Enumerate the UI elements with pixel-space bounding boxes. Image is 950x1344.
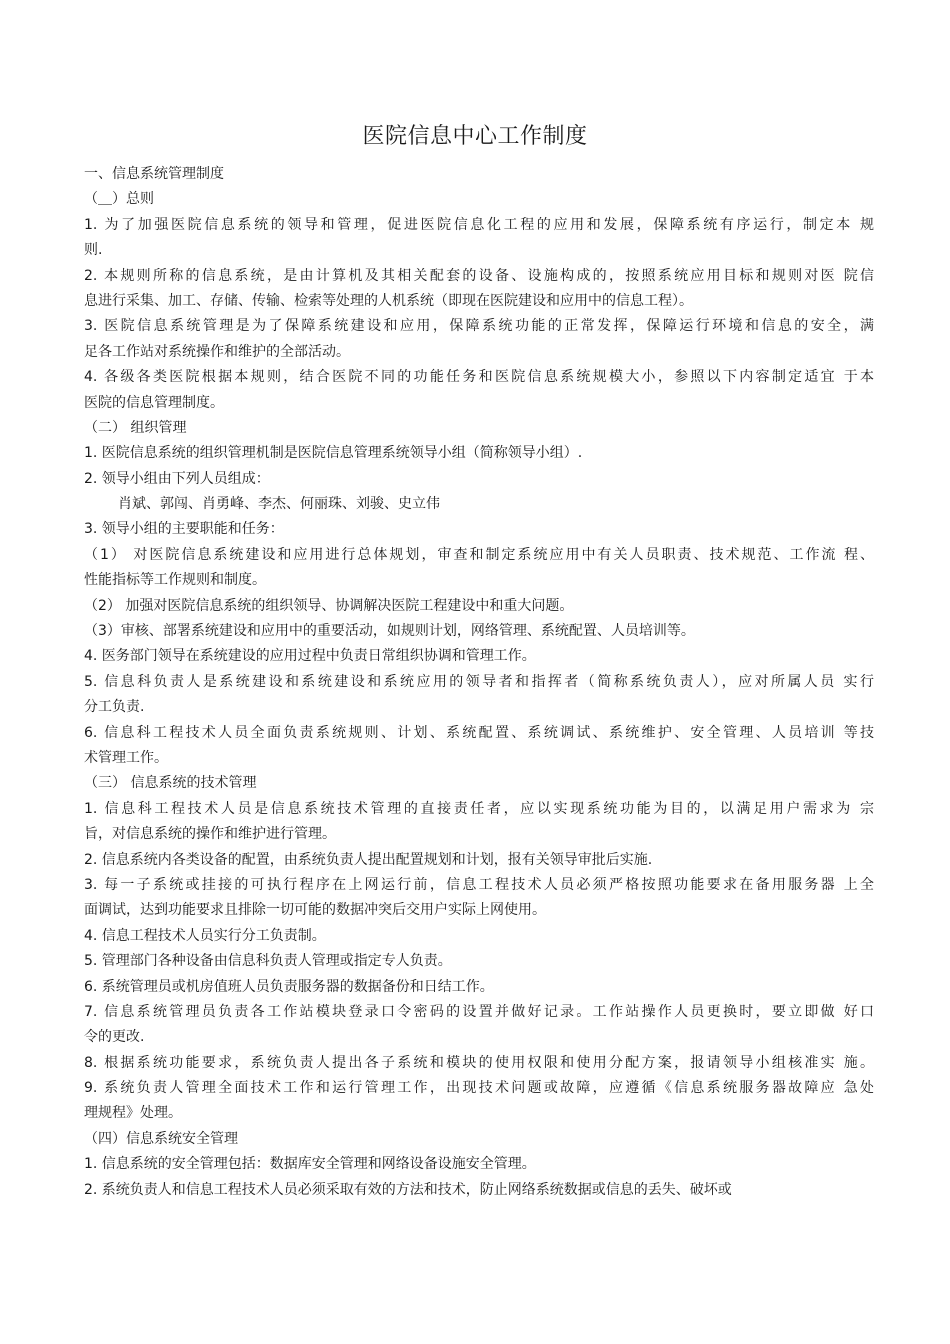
text-line: 肖斌、郭闯、肖勇峰、李杰、何丽珠、刘骏、史立伟 (118, 496, 440, 513)
text-line: 5. 信息科负责人是系统建设和系统建设和系统应用的领导者和指挥者（简称系统负责人），应对所属人员 实行 (84, 673, 874, 690)
text-line: 3. 每一子系统或挂接的可执行程序在上网运行前，信息工程技术人员必须严格按照功能要求在备用服务器 上全 (84, 876, 874, 893)
text-line: 3. 医院信息系统管理是为了保障系统建设和应用，保障系统功能的正常发挥，保障运行环境和信息的安全，满 (84, 318, 874, 335)
text-line: （四）信息系统安全管理 (84, 1130, 238, 1147)
text-line: 分工负责. (84, 699, 145, 716)
text-line: （3）审核、部署系统建设和应用中的重要活动，如规则计划，网络管理、系统配置、人员培训等。 (84, 623, 695, 640)
text-line: 则. (84, 242, 103, 259)
text-line: 息进行采集、加工、存储、传输、检索等处理的人机系统（即现在医院建设和应用中的信息工程）。 (84, 292, 693, 309)
text-line: 5. 管理部门各种设备由信息科负责人管理或指定专人负责。 (84, 953, 452, 970)
text-line: （2） 加强对医院信息系统的组织领导、协调解决医院工程建设中和重大问题。 (84, 597, 574, 614)
text-line: （三） 信息系统的技术管理 (84, 775, 257, 792)
text-line: 理规程》处理。 (84, 1105, 182, 1122)
text-line: （1） 对医院信息系统建设和应用进行总体规划，审查和制定系统应用中有关人员职责、技术规范、工作流 程、 (84, 546, 874, 563)
text-line: 性能指标等工作规则和制度。 (84, 572, 266, 589)
text-line: 面调试，达到功能要求且排除一切可能的数据冲突后交用户实际上网使用。 (84, 902, 546, 919)
text-line: 1. 医院信息系统的组织管理机制是医院信息管理系统领导小组（简称领导小组）. (84, 445, 583, 462)
text-line: 3. 领导小组的主要职能和任务： (84, 521, 284, 538)
text-line: 6. 系统管理员或机房值班人员负责服务器的数据备份和日结工作。 (84, 978, 494, 995)
text-line: 8. 根据系统功能要求，系统负责人提出各子系统和模块的使用权限和使用分配方案，报请领导小组核准实 施。 (84, 1054, 874, 1071)
text-line: 7. 信息系统管理员负责各工作站模块登录口令密码的设置并做好记录。工作站操作人员更换时，要立即做 好口 (84, 1003, 874, 1020)
text-line: 2. 信息系统内各类设备的配置，由系统负责人提出配置规划和计划，报有关领导审批后实施. (84, 851, 653, 868)
text-line: 2. 领导小组由下列人员组成： (84, 470, 270, 487)
document-body (84, 162, 874, 1203)
text-line: 9. 系统负责人管理全面技术工作和运行管理工作，出现技术问题或故障，应遵循《信息系统服务器故障应 急处 (84, 1080, 874, 1097)
text-line: 1. 为了加强医院信息系统的领导和管理，促进医院信息化工程的应用和发展，保障系统有序运行，制定本 规 (84, 216, 874, 233)
text-line: 4. 医务部门领导在系统建设的应用过程中负责日常组织协调和管理工作。 (84, 648, 536, 665)
text-line: （二） 组织管理 (84, 419, 187, 436)
text-line: （＿）总则 (84, 191, 154, 208)
text-line: 2. 系统负责人和信息工程技术人员必须采取有效的方法和技术，防止网络系统数据或信息的丢失、破坏或 (84, 1181, 732, 1198)
text-line: 1. 信息科工程技术人员是信息系统技术管理的直接责任者，应以实现系统功能为目的，以满足用户需求为 宗 (84, 800, 874, 817)
text-line: 2. 本规则所称的信息系统，是由计算机及其相关配套的设备、设施构成的，按照系统应用目标和规则对医 院信 (84, 267, 874, 284)
text-line: 医院的信息管理制度。 (84, 394, 224, 411)
text-line: 术管理工作。 (84, 749, 168, 766)
text-line: 令的更改. (84, 1029, 145, 1046)
text-line: 4. 信息工程技术人员实行分工负责制。 (84, 927, 326, 944)
text-line: 6. 信息科工程技术人员全面负责系统规则、计划、系统配置、系统调试、系统维护、安全管理、人员培训 等技 (84, 724, 874, 741)
document-title: 医院信息中心工作制度 (362, 124, 588, 149)
text-line: 4. 各级各类医院根据本规则，结合医院不同的功能任务和医院信息系统规模大小，参照以下内容制定适宜 于本 (84, 369, 874, 386)
text-line: 旨，对信息系统的操作和维护进行管理。 (84, 826, 336, 843)
text-line: 足各工作站对系统操作和维护的全部活动。 (84, 343, 350, 360)
text-line: 1. 信息系统的安全管理包括：数据库安全管理和网络设备设施安全管理。 (84, 1156, 536, 1173)
text-line: 一、信息系统管理制度 (84, 166, 224, 182)
